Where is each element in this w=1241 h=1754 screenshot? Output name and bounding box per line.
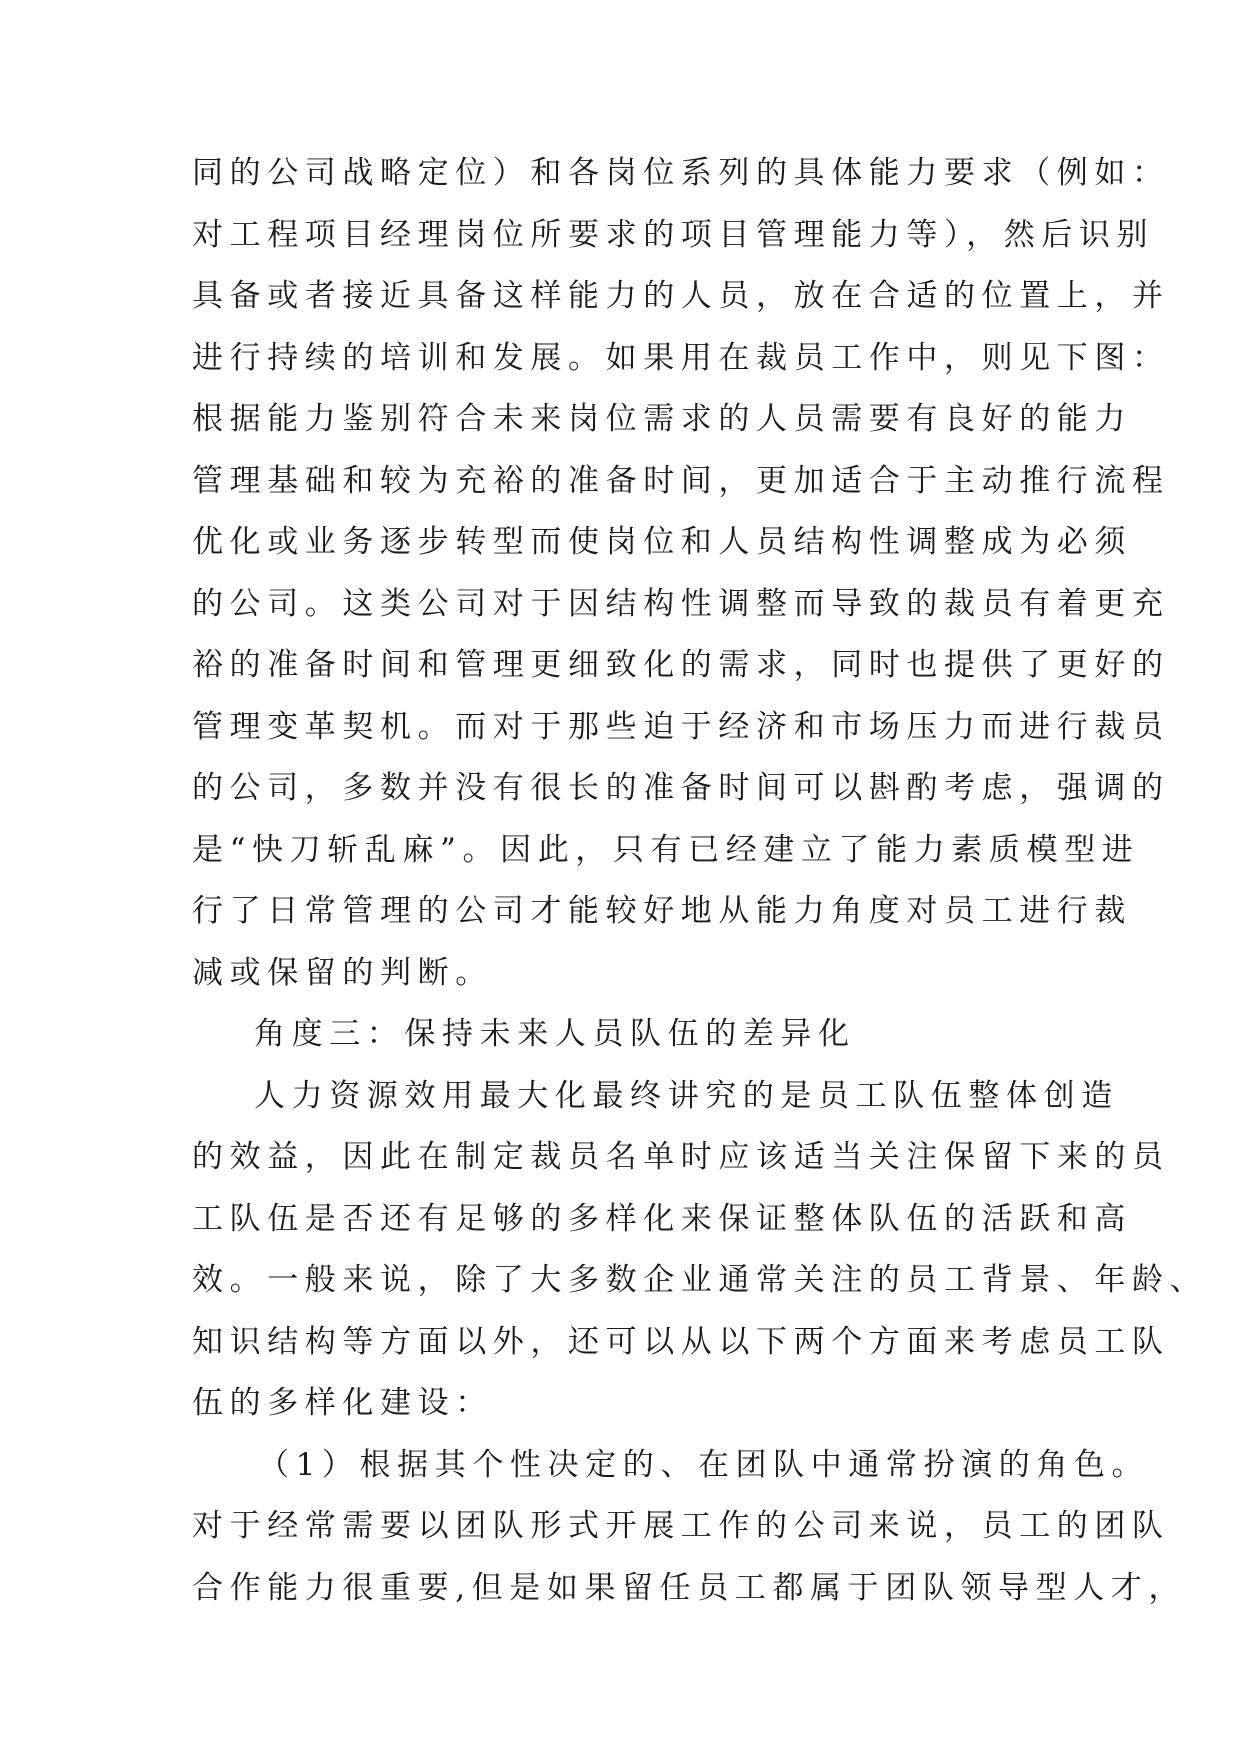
text-line: 裕的准备时间和管理更细致化的需求，同时也提供了更好的 bbox=[192, 647, 1170, 683]
text-line: 同的公司战略定位）和各岗位系列的具体能力要求（例如： bbox=[192, 155, 1170, 191]
text-line: 的公司，多数并没有很长的准备时间可以斟酌考虑，强调的 bbox=[192, 770, 1170, 806]
text-line: 的公司。这类公司对于因结构性调整而导致的裁员有着更充 bbox=[192, 585, 1170, 622]
text-line: 具备或者接近具备这样能力的人员，放在合适的位置上，并 bbox=[192, 278, 1170, 314]
text-line: 伍的多样化建设： bbox=[192, 1385, 493, 1421]
text-line: 减或保留的判断。 bbox=[192, 954, 493, 991]
text-line: 进行持续的培训和发展。如果用在裁员工作中，则见下图： bbox=[192, 339, 1170, 376]
text-line: 管理基础和较为充裕的准备时间，更加适合于主动推行流程 bbox=[192, 462, 1170, 499]
document-body bbox=[192, 143, 1208, 1619]
text-line: 是“快刀斩乱麻”。因此，只有已经建立了能力素质模型进 bbox=[192, 831, 1140, 868]
numbered-item-line: （1）根据其个性决定的、在团队中通常扮演的角色。 bbox=[258, 1446, 1150, 1483]
text-line: 管理变革契机。而对于那些迫于经济和市场压力而进行裁员 bbox=[192, 708, 1170, 745]
text-line: 工队伍是否还有足够的多样化来保证整体队伍的活跃和高 bbox=[192, 1200, 1132, 1237]
text-line: 优化或业务逐步转型而使岗位和人员结构性调整成为必须 bbox=[192, 524, 1132, 560]
text-line: 的效益，因此在制定裁员名单时应该适当关注保留下来的员 bbox=[192, 1139, 1170, 1175]
text-line: 对于经常需要以团队形式开展工作的公司来说，员工的团队 bbox=[192, 1508, 1170, 1544]
section-heading: 角度三：保持未来人员队伍的差异化 bbox=[254, 1016, 856, 1052]
text-line: 合作能力很重要,但是如果留任员工都属于团队领导型人才， bbox=[192, 1569, 1187, 1606]
text-line: 人力资源效用最大化最终讲究的是员工队伍整体创造 bbox=[254, 1077, 1119, 1114]
text-line: 对工程项目经理岗位所要求的项目管理能力等），然后识别 bbox=[192, 216, 1155, 253]
text-line: 效。一般来说，除了大多数企业通常关注的员工背景、年龄、 bbox=[192, 1262, 1208, 1298]
text-line: 知识结构等方面以外，还可以从以下两个方面来考虑员工队 bbox=[192, 1323, 1170, 1360]
text-line: 根据能力鉴别符合未来岗位需求的人员需要有良好的能力 bbox=[192, 401, 1132, 437]
text-line: 行了日常管理的公司才能较好地从能力角度对员工进行裁 bbox=[192, 893, 1132, 929]
